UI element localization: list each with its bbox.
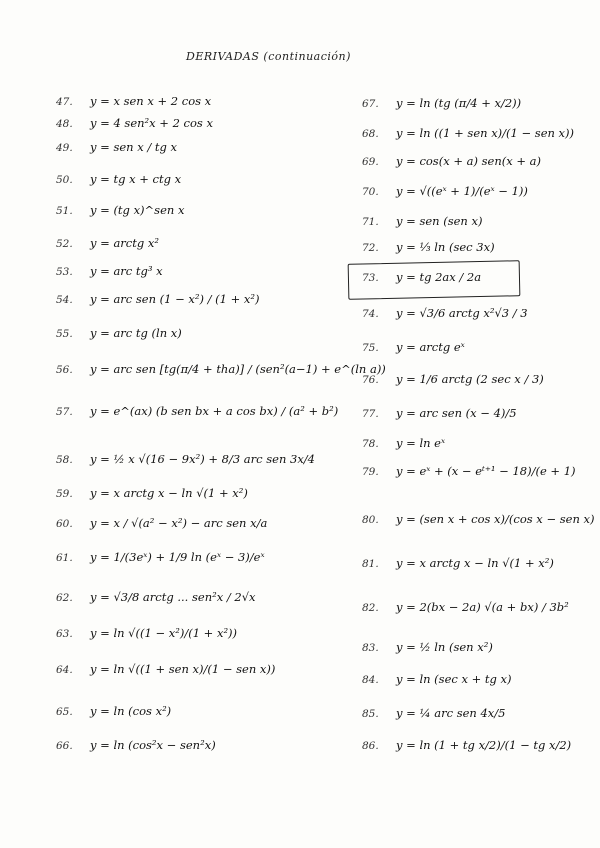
- exercise-expression: y = ln (cos²x − sen²x): [90, 738, 216, 752]
- exercise-expression: y = ln √((1 − x²)/(1 + x²)): [90, 626, 238, 640]
- exercise-number: 53.: [56, 266, 73, 278]
- exercise-item: [362, 672, 512, 686]
- exercise-number: 86.: [362, 740, 379, 752]
- exercise-item: [362, 406, 517, 420]
- exercise-expression: y = cos(x + a) sen(x + a): [396, 154, 542, 168]
- exercise-item: [362, 464, 576, 478]
- exercise-item: [362, 706, 505, 720]
- exercise-expression: y = sen (sen x): [396, 214, 483, 228]
- exercise-number: 69.: [362, 156, 379, 168]
- exercise-item: [362, 240, 495, 254]
- exercise-expression: y = x sen x + 2 cos x: [90, 94, 212, 108]
- exercise-number: 58.: [56, 454, 73, 466]
- exercise-number: 74.: [362, 308, 379, 320]
- exercise-number: 64.: [56, 664, 73, 676]
- exercise-expression: y = arc sen (1 − x²) / (1 + x²): [90, 292, 260, 306]
- exercise-item: [56, 404, 338, 418]
- page-title: DERIVADAS (continuación): [186, 50, 351, 63]
- exercise-number: 85.: [362, 708, 379, 720]
- exercise-number: 68.: [362, 128, 379, 140]
- exercise-item: [362, 184, 528, 198]
- exercise-item: [362, 738, 571, 752]
- exercise-expression: y = sen x / tg x: [90, 140, 178, 154]
- exercise-item: [362, 306, 528, 320]
- exercise-number: 55.: [56, 328, 73, 340]
- exercise-expression: y = arctg x²: [90, 236, 159, 250]
- exercise-number: 65.: [56, 706, 73, 718]
- exercise-expression: y = ln ((1 + sen x)/(1 − sen x)): [396, 126, 575, 140]
- exercise-item: [56, 704, 171, 718]
- exercise-number: 79.: [362, 466, 379, 478]
- exercise-expression: y = √3/8 arctg ... sen²x / 2√x: [90, 590, 256, 604]
- exercise-number: 60.: [56, 518, 73, 530]
- exercise-number: 54.: [56, 294, 73, 306]
- exercise-item: [56, 452, 315, 466]
- exercise-expression: y = ½ ln (sen x²): [396, 640, 493, 654]
- exercise-expression: y = ⅓ ln (sec 3x): [396, 240, 495, 254]
- exercise-number: 77.: [362, 408, 379, 420]
- exercise-expression: y = e^(ax) (b sen bx + a cos bx) / (a² + b²): [90, 404, 339, 418]
- exercise-item: [362, 96, 521, 110]
- exercise-item: [56, 626, 237, 640]
- exercise-item: [362, 270, 481, 284]
- exercise-expression: y = arc tg (ln x): [90, 326, 182, 340]
- exercise-expression: y = ln eˣ: [396, 436, 446, 450]
- exercise-expression: y = √3/6 arctg x²√3 / 3: [396, 306, 528, 320]
- exercise-number: 50.: [56, 174, 73, 186]
- exercise-item: [362, 126, 574, 140]
- exercise-expression: y = tg x + ctg x: [90, 172, 182, 186]
- exercise-item: [56, 140, 177, 154]
- exercise-item: [362, 340, 465, 354]
- exercise-expression: y = 1/(3eˣ) + 1/9 ln (eˣ − 3)/eˣ: [90, 550, 265, 564]
- exercise-item: [56, 292, 260, 306]
- exercise-expression: y = tg 2ax / 2a: [396, 270, 482, 284]
- exercise-number: 70.: [362, 186, 379, 198]
- exercise-number: 82.: [362, 602, 379, 614]
- exercise-expression: y = (tg x)^sen x: [90, 203, 185, 217]
- exercise-item: [56, 662, 275, 676]
- exercise-number: 59.: [56, 488, 73, 500]
- exercise-expression: y = arc sen (x − 4)/5: [396, 406, 517, 420]
- exercise-expression: y = arc tg³ x: [90, 264, 163, 278]
- exercise-number: 71.: [362, 216, 379, 228]
- exercise-number: 63.: [56, 628, 73, 640]
- exercise-expression: y = ln √((1 + sen x)/(1 − sen x)): [90, 662, 276, 676]
- exercise-item: [56, 236, 159, 250]
- exercise-number: 56.: [56, 364, 73, 376]
- exercise-expression: y = x arctg x − ln √(1 + x²): [396, 556, 554, 570]
- exercise-item: [56, 486, 248, 500]
- exercise-number: 72.: [362, 242, 379, 254]
- exercise-expression: y = x / √(a² − x²) − arc sen x/a: [90, 516, 268, 530]
- exercise-number: 67.: [362, 98, 379, 110]
- exercise-number: 57.: [56, 406, 73, 418]
- exercise-number: 75.: [362, 342, 379, 354]
- exercise-item: [362, 372, 544, 386]
- exercise-number: 51.: [56, 205, 73, 217]
- exercise-item: [362, 436, 445, 450]
- exercise-expression: y = arctg eˣ: [396, 340, 465, 354]
- exercise-item: [56, 172, 181, 186]
- exercise-expression: y = ½ x √(16 − 9x²) + 8/3 arc sen 3x/4: [90, 452, 316, 466]
- exercise-item: [362, 154, 541, 168]
- exercise-number: 47.: [56, 96, 73, 108]
- exercise-item: [56, 738, 216, 752]
- exercise-expression: y = eˣ + (x − eᵗ⁺¹ − 18)/(e + 1): [396, 464, 576, 478]
- exercise-item: [56, 516, 267, 530]
- exercise-number: 66.: [56, 740, 73, 752]
- exercise-number: 83.: [362, 642, 379, 654]
- exercise-item: [56, 590, 256, 604]
- exercise-item: [56, 94, 211, 108]
- exercise-item: [56, 550, 265, 564]
- exercise-expression: y = 4 sen²x + 2 cos x: [90, 116, 213, 130]
- exercise-expression: y = 2(bx − 2a) √(a + bx) / 3b²: [396, 600, 569, 614]
- exercise-item: [362, 640, 493, 654]
- exercise-item: [56, 362, 386, 376]
- exercise-item: [362, 512, 594, 526]
- exercise-expression: y = arc sen [tg(π/4 + tha)] / (sen²(a−1) + e^(ln a)): [90, 362, 386, 376]
- exercise-number: 78.: [362, 438, 379, 450]
- exercise-item: [362, 556, 554, 570]
- exercise-number: 84.: [362, 674, 379, 686]
- exercise-item: [56, 203, 184, 217]
- exercise-number: 61.: [56, 552, 73, 564]
- exercise-expression: y = ln (sec x + tg x): [396, 672, 512, 686]
- exercise-item: [362, 600, 569, 614]
- exercise-number: 48.: [56, 118, 73, 130]
- exercise-number: 80.: [362, 514, 379, 526]
- exercise-number: 73.: [362, 272, 379, 284]
- exercise-expression: y = (sen x + cos x)/(cos x − sen x): [396, 512, 595, 526]
- exercise-number: 81.: [362, 558, 379, 570]
- exercise-expression: y = ln (cos x²): [90, 704, 172, 718]
- exercise-item: [56, 264, 163, 278]
- exercise-expression: y = ln (1 + tg x/2)/(1 − tg x/2): [396, 738, 572, 752]
- exercise-item: [56, 326, 182, 340]
- exercise-number: 49.: [56, 142, 73, 154]
- exercise-expression: y = ¼ arc sen 4x/5: [396, 706, 506, 720]
- exercise-number: 62.: [56, 592, 73, 604]
- exercise-number: 52.: [56, 238, 73, 250]
- exercise-expression: y = x arctg x − ln √(1 + x²): [90, 486, 248, 500]
- exercise-item: [56, 116, 213, 130]
- exercise-item: [362, 214, 482, 228]
- exercise-expression: y = ln (tg (π/4 + x/2)): [396, 96, 522, 110]
- exercise-expression: y = 1/6 arctg (2 sec x / 3): [396, 372, 544, 386]
- exercise-expression: y = √((eˣ + 1)/(eˣ − 1)): [396, 184, 528, 198]
- exercise-number: 76.: [362, 374, 379, 386]
